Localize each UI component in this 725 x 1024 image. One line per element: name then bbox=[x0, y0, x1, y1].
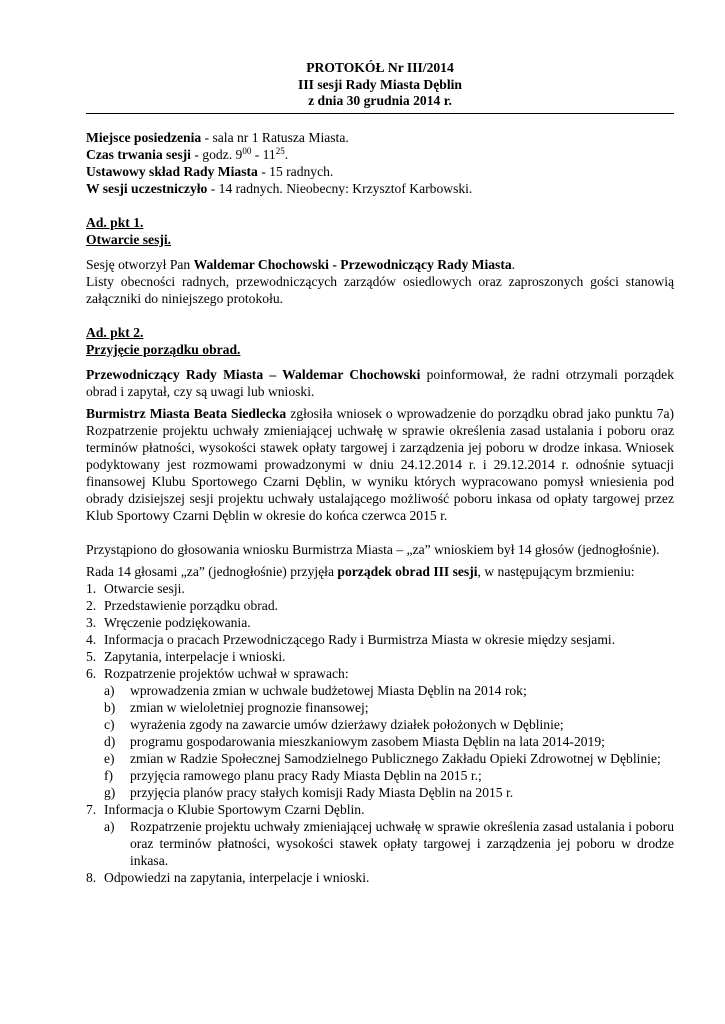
section-2-paragraph-3: Przystąpiono do głosowania wniosku Burmistrza Miasta – „za” wnioskiem był 14 głosów (jednogłośnie). bbox=[86, 541, 660, 557]
section-2-number: Ad. pkt 2. bbox=[86, 324, 144, 340]
agenda-sublist-6 bbox=[86, 682, 674, 801]
section-1-paragraph-2: Listy obecności radnych, przewodniczących zarządów osiedlowych oraz zaproszonych gości stanowią załączniki do niniejszego protokołu. bbox=[86, 273, 674, 306]
agenda-item-text: Informacja o Klubie Sportowym Czarni Dęblin. bbox=[104, 801, 365, 817]
agenda-subitem-letter: g) bbox=[104, 784, 116, 800]
agenda-subitem bbox=[86, 699, 674, 716]
s2p2-rest: zgłosiła wniosek o wprowadzenie do porządku obrad jako punktu 7a) Rozpatrzenie projektu uchwały zmieniającej uchwałę w sprawie określenia zasad ustalania i poboru oraz terminów płatności, wysokości stawek opłaty targowej i zarządzenia jej poboru w drodze inkasa. Wniosek podyktowany jest rozmowami prowadzonymi w dniu 24.12.2014 r. i 29.12.2014 r. odnośnie sytuacji finansowej Klubu Sportowego Czarni Dęblin, w wyniku których wypracowano pomysł wniesienia pod obrady dzisiejszej sesji projektu uchwały ustalającego możliwość poboru inkasa od opłaty targowej przez Klub Sportowy Czarni Dęblin w okresie do końca czerwca 2015 r. bbox=[86, 405, 675, 523]
meta-place-value: - sala nr 1 Ratusza Miasta. bbox=[201, 129, 349, 145]
meta-place bbox=[86, 129, 674, 146]
s2p4-pre: Rada 14 głosami „za” (jednogłośnie) przyjęła bbox=[86, 563, 338, 579]
agenda-subitem-text: wyrażenia zgody na zawarcie umów dzierżawy działek położonych w Dęblinie; bbox=[130, 716, 564, 732]
section-2-paragraph-2 bbox=[86, 405, 674, 524]
meta-duration-label: Czas trwania sesji bbox=[86, 146, 191, 162]
agenda-subitem-text: Rozpatrzenie projektu uchwały zmieniającej uchwałę w sprawie określenia zasad ustalania i poboru oraz terminów płatności, wysokości stawek opłaty targowej i zarządzenia jej poboru w drodze inkasa. bbox=[130, 818, 674, 868]
agenda-subitem bbox=[86, 716, 674, 733]
agenda-item-number: 6. bbox=[86, 665, 97, 681]
section-1-paragraph-1 bbox=[86, 256, 674, 273]
meta-attendance bbox=[86, 180, 674, 197]
agenda-item bbox=[86, 801, 674, 818]
meta-duration-suffix: . bbox=[284, 146, 289, 162]
agenda-item bbox=[86, 869, 674, 886]
agenda-item bbox=[86, 597, 674, 614]
agenda-item bbox=[86, 614, 674, 631]
agenda-sublist-7 bbox=[86, 818, 674, 869]
agenda-item-number: 1. bbox=[86, 580, 97, 596]
agenda-list-end bbox=[86, 869, 674, 886]
agenda-subitem bbox=[86, 682, 674, 699]
agenda-subitem bbox=[86, 818, 674, 869]
agenda-item-number: 8. bbox=[86, 869, 97, 885]
agenda-subitem-text: zmian w Radzie Społecznej Samodzielnego Publicznego Zakładu Opieki Zdrowotnej w Dęblinie; bbox=[130, 750, 661, 766]
agenda-subitem-text: programu gospodarowania mieszkaniowym zasobem Miasta Dęblin na lata 2014-2019; bbox=[130, 733, 605, 749]
s2p2-mayor: Burmistrz Miasta Beata Siedlecka bbox=[86, 405, 287, 421]
agenda-subitem-text: przyjęcia ramowego planu pracy Rady Miasta Dęblin na 2015 r.; bbox=[130, 767, 482, 783]
agenda-subitem-letter: f) bbox=[104, 767, 114, 783]
agenda-item bbox=[86, 648, 674, 665]
agenda-item-text: Otwarcie sesji. bbox=[104, 580, 185, 596]
section-2-paragraph-1 bbox=[86, 366, 674, 400]
agenda-item-number: 3. bbox=[86, 614, 97, 630]
meta-duration-end-min: 25 bbox=[275, 145, 285, 156]
agenda-item-text: Rozpatrzenie projektów uchwał w sprawach: bbox=[104, 665, 349, 681]
agenda-subitem bbox=[86, 750, 674, 767]
meta-place-label: Miejsce posiedzenia bbox=[86, 129, 202, 145]
agenda-item-text: Przedstawienie porządku obrad. bbox=[104, 597, 279, 613]
agenda-item bbox=[86, 631, 674, 648]
title-divider bbox=[86, 113, 674, 114]
agenda-subitem-letter: b) bbox=[104, 699, 116, 715]
agenda-subitem-letter: a) bbox=[104, 682, 115, 698]
s2p1-rest: poinformował, że radni otrzymali porządek obrad i zapytał, czy są uwagi lub wnioski. bbox=[86, 366, 674, 399]
meta-composition-value: - 15 radnych. bbox=[257, 163, 334, 179]
s2p1-chairman: Przewodniczący Rady Miasta – Waldemar Chochowski bbox=[86, 366, 421, 382]
agenda-list bbox=[86, 580, 674, 682]
agenda-item-text: Zapytania, interpelacje i wnioski. bbox=[104, 648, 286, 664]
agenda-subitem-text: wprowadzenia zmian w uchwale budżetowej Miasta Dęblin na 2014 rok; bbox=[130, 682, 527, 698]
title-line-1: PROTOKÓŁ Nr III/2014 bbox=[306, 60, 454, 75]
agenda-item-text: Wręczenie podziękowania. bbox=[104, 614, 251, 630]
meta-composition-label: Ustawowy skład Rady Miasta bbox=[86, 163, 258, 179]
agenda-subitem-text: przyjęcia planów pracy stałych komisji Rady Miasta Dęblin na 2015 r. bbox=[130, 784, 514, 800]
agenda-item-text: Odpowiedzi na zapytania, interpelacje i wnioski. bbox=[104, 869, 370, 885]
title-line-2: III sesji Rady Miasta Dęblin bbox=[298, 76, 462, 92]
s1p1-chairman: Waldemar Chochowski - Przewodniczący Rady Miasta bbox=[193, 256, 512, 272]
agenda-subitem bbox=[86, 733, 674, 750]
section-1-number: Ad. pkt 1. bbox=[86, 214, 144, 230]
agenda-subitem-text: zmian w wieloletniej prognozie finansowej; bbox=[130, 699, 369, 715]
meta-attendance-label: W sesji uczestniczyło bbox=[86, 180, 208, 196]
section-1 bbox=[86, 214, 674, 307]
agenda-item-number: 5. bbox=[86, 648, 97, 664]
agenda-item-text: Informacja o pracach Przewodniczącego Rady i Burmistrza Miasta w okresie między sesjami. bbox=[104, 631, 616, 647]
section-1-title: Otwarcie sesji. bbox=[86, 231, 172, 247]
agenda-item bbox=[86, 665, 674, 682]
agenda-list-continued bbox=[86, 801, 674, 818]
section-2 bbox=[86, 324, 674, 886]
agenda-item-number: 4. bbox=[86, 631, 97, 647]
meta-attendance-value: - 14 radnych. Nieobecny: Krzysztof Karbowski. bbox=[207, 180, 473, 196]
s1p1-post: . bbox=[511, 256, 516, 272]
title-line-3: z dnia 30 grudnia 2014 r. bbox=[308, 93, 452, 108]
s2p4-post: , w następującym brzmieniu: bbox=[477, 563, 635, 579]
document-page bbox=[86, 60, 674, 886]
section-2-title: Przyjęcie porządku obrad. bbox=[86, 341, 241, 357]
agenda-subitem bbox=[86, 767, 674, 784]
agenda-item-number: 2. bbox=[86, 597, 97, 613]
meta-duration-mid: - 11 bbox=[251, 146, 276, 162]
agenda-subitem-letter: a) bbox=[104, 818, 115, 834]
agenda-item bbox=[86, 580, 674, 597]
meta-composition bbox=[86, 163, 674, 180]
session-meta bbox=[86, 129, 674, 197]
meta-duration-prefix: - godz. 9 bbox=[190, 146, 243, 162]
s1p1-pre: Sesję otworzył Pan bbox=[86, 256, 194, 272]
agenda-subitem-letter: c) bbox=[104, 716, 115, 732]
meta-duration-start-min: 00 bbox=[242, 145, 252, 156]
agenda-subitem-letter: d) bbox=[104, 733, 116, 749]
meta-duration bbox=[86, 146, 674, 163]
section-2-paragraph-4 bbox=[86, 563, 674, 580]
agenda-subitem-letter: e) bbox=[104, 750, 115, 766]
s2p4-agenda: porządek obrad III sesji bbox=[337, 563, 478, 579]
document-title bbox=[86, 60, 674, 110]
agenda-item-number: 7. bbox=[86, 801, 97, 817]
agenda-subitem bbox=[86, 784, 674, 801]
